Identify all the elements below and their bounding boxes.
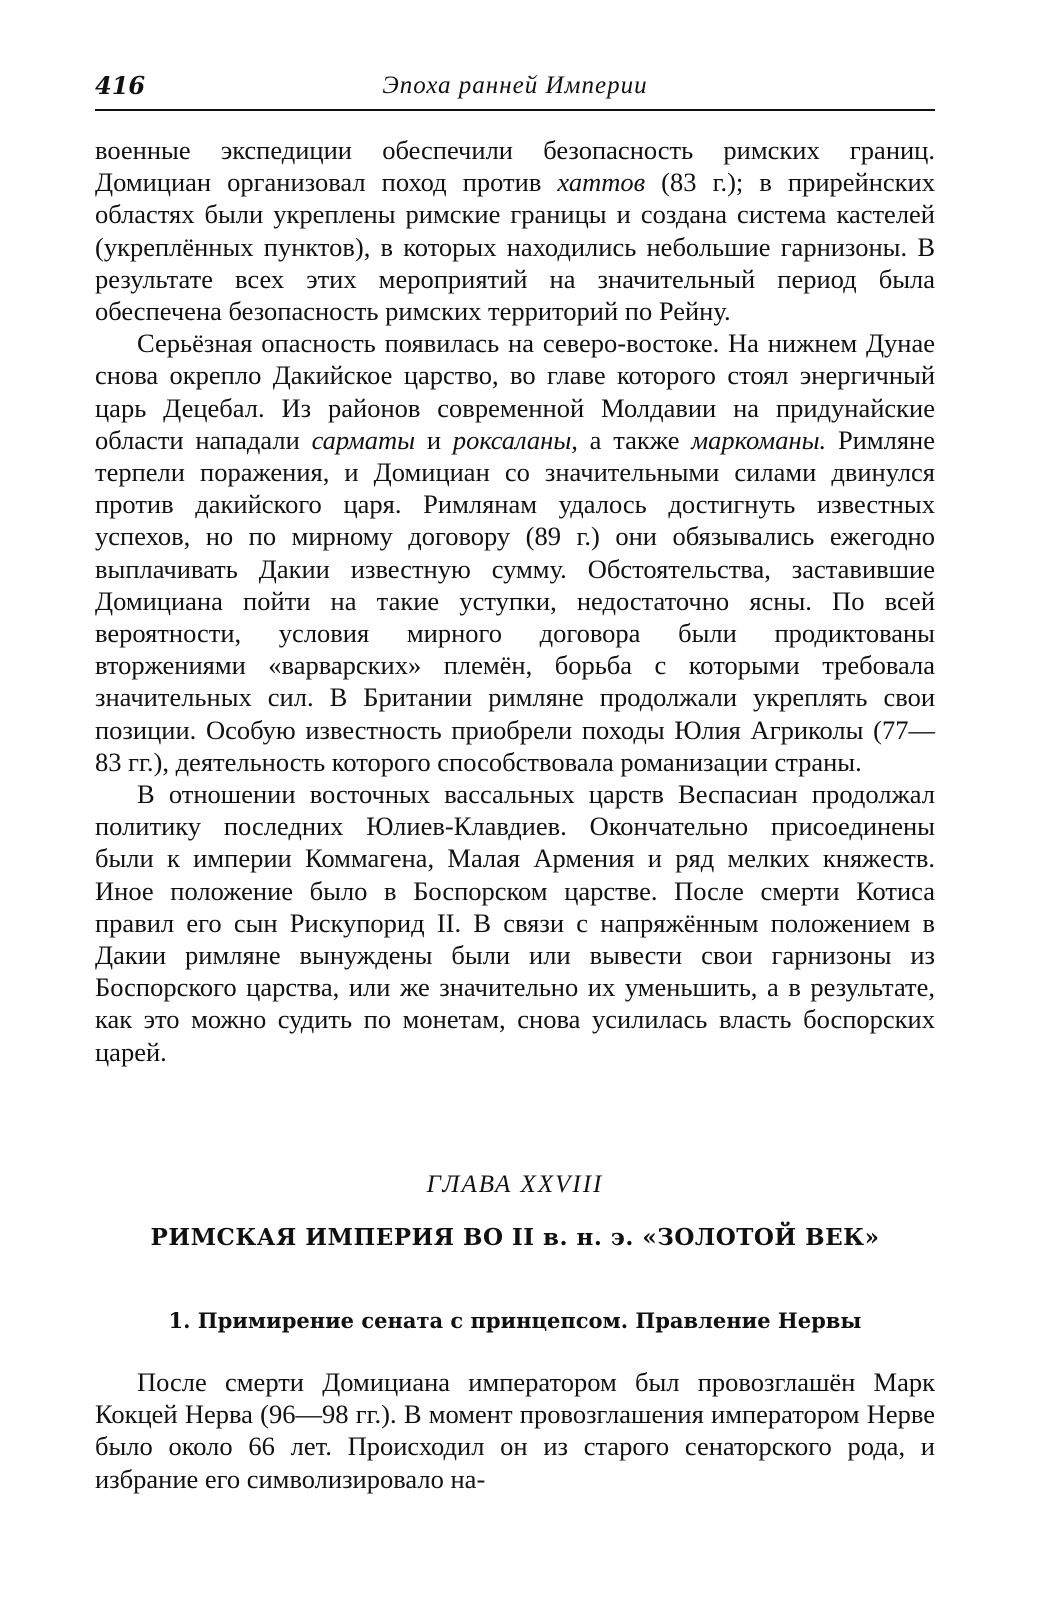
running-title: Эпоха ранней Империи bbox=[382, 72, 648, 99]
text-run: и bbox=[415, 424, 453, 455]
running-header bbox=[95, 68, 935, 112]
paragraph-3 bbox=[95, 778, 935, 1068]
paragraph-4: После смерти Домициана императором был провозглашён Марк Кокцей Нерва (96—98 гг.). В момент провозглашения императором Нерве было около 66 лет. Происходил он из старого сенаторского рода, и избрание его символизировало на- bbox=[95, 1367, 935, 1494]
text-run: (83 г.); в прирейнских областях были укреплены римские границы и создана система кастелей (укреплённых пунктов), в которых находились небольшие гарнизоны. В результате всех этих мероприятий на значительный период была обеспечена безопасность римских территорий по Рейну. bbox=[95, 167, 935, 327]
body-text bbox=[95, 134, 935, 1068]
header-rule bbox=[95, 109, 935, 111]
section-title: 1. Примирение сената с принцепсом. Правление Нервы bbox=[168, 1308, 862, 1333]
page-number: 416 bbox=[95, 71, 146, 100]
italic-term-roksalany: роксаланы, bbox=[452, 424, 578, 455]
chapter-label: ГЛАВА XXVIII bbox=[426, 1171, 604, 1198]
section-body-text bbox=[95, 1366, 935, 1495]
italic-term-markomany: маркоманы. bbox=[691, 424, 827, 455]
text-run: а также bbox=[577, 424, 692, 455]
text-run: военные экспедиции обеспечили безопасность римских границ. Домициан организовал поход против bbox=[95, 135, 935, 198]
text-run: Серьёзная опасность появилась на северо-востоке. На нижнем Дунае снова окрепло Дакийское царство, во главе которого стоял энергичный царь Децебал. Из районов современной Молдавии на придунайские области нападали bbox=[95, 328, 935, 455]
italic-term-sarmaty: сарматы bbox=[311, 424, 416, 455]
text-run: Римляне терпели поражения, и Домициан со значительными силами двинулся против дакийского царя. Римлянам удалось достигнуть известных успехов, но по мирному договору (89 г.) они обязывались ежегодно выплачивать Дакии известную сумму. Обстоятельства, заставившие Домициана пойти на такие уступки, недостаточно ясны. По всей вероятности, условия мирного договора были продиктованы вторжениями «варварских» племён, борьба с которыми требовала значительных сил. В Британии римляне продолжали укреплять свои позиции. Особую известность приобрели походы Юлия Агриколы (77—83 гг.), деятельность которого способствовала романизации страны. bbox=[95, 424, 935, 777]
text-run: В отношении восточных вассальных царств Веспасиан продолжал политику последних Юлиев-Клавдиев. Окончательно присоединены были к империи Коммагена, Малая Армения и ряд мелких княжеств. Иное положение было в Боспорском царстве. После смерти Котиса правил его сын Рискупорид II. В связи с напряжённым положением в Дакии римляне вынуждены были или вывести свои гарнизоны из Боспорского царства, или же значительно их уменьшить, а в результате, как это можно судить по монетам, снова усилилась власть боспорских царей. bbox=[95, 779, 935, 1067]
paragraph-1 bbox=[95, 134, 935, 327]
paragraph-2 bbox=[95, 327, 935, 778]
italic-term-hatty: хаттов bbox=[557, 167, 646, 198]
chapter-title: РИМСКАЯ ИМПЕРИЯ ВО II в. н. э. «ЗОЛОТОЙ ВЕК» bbox=[150, 1224, 880, 1251]
